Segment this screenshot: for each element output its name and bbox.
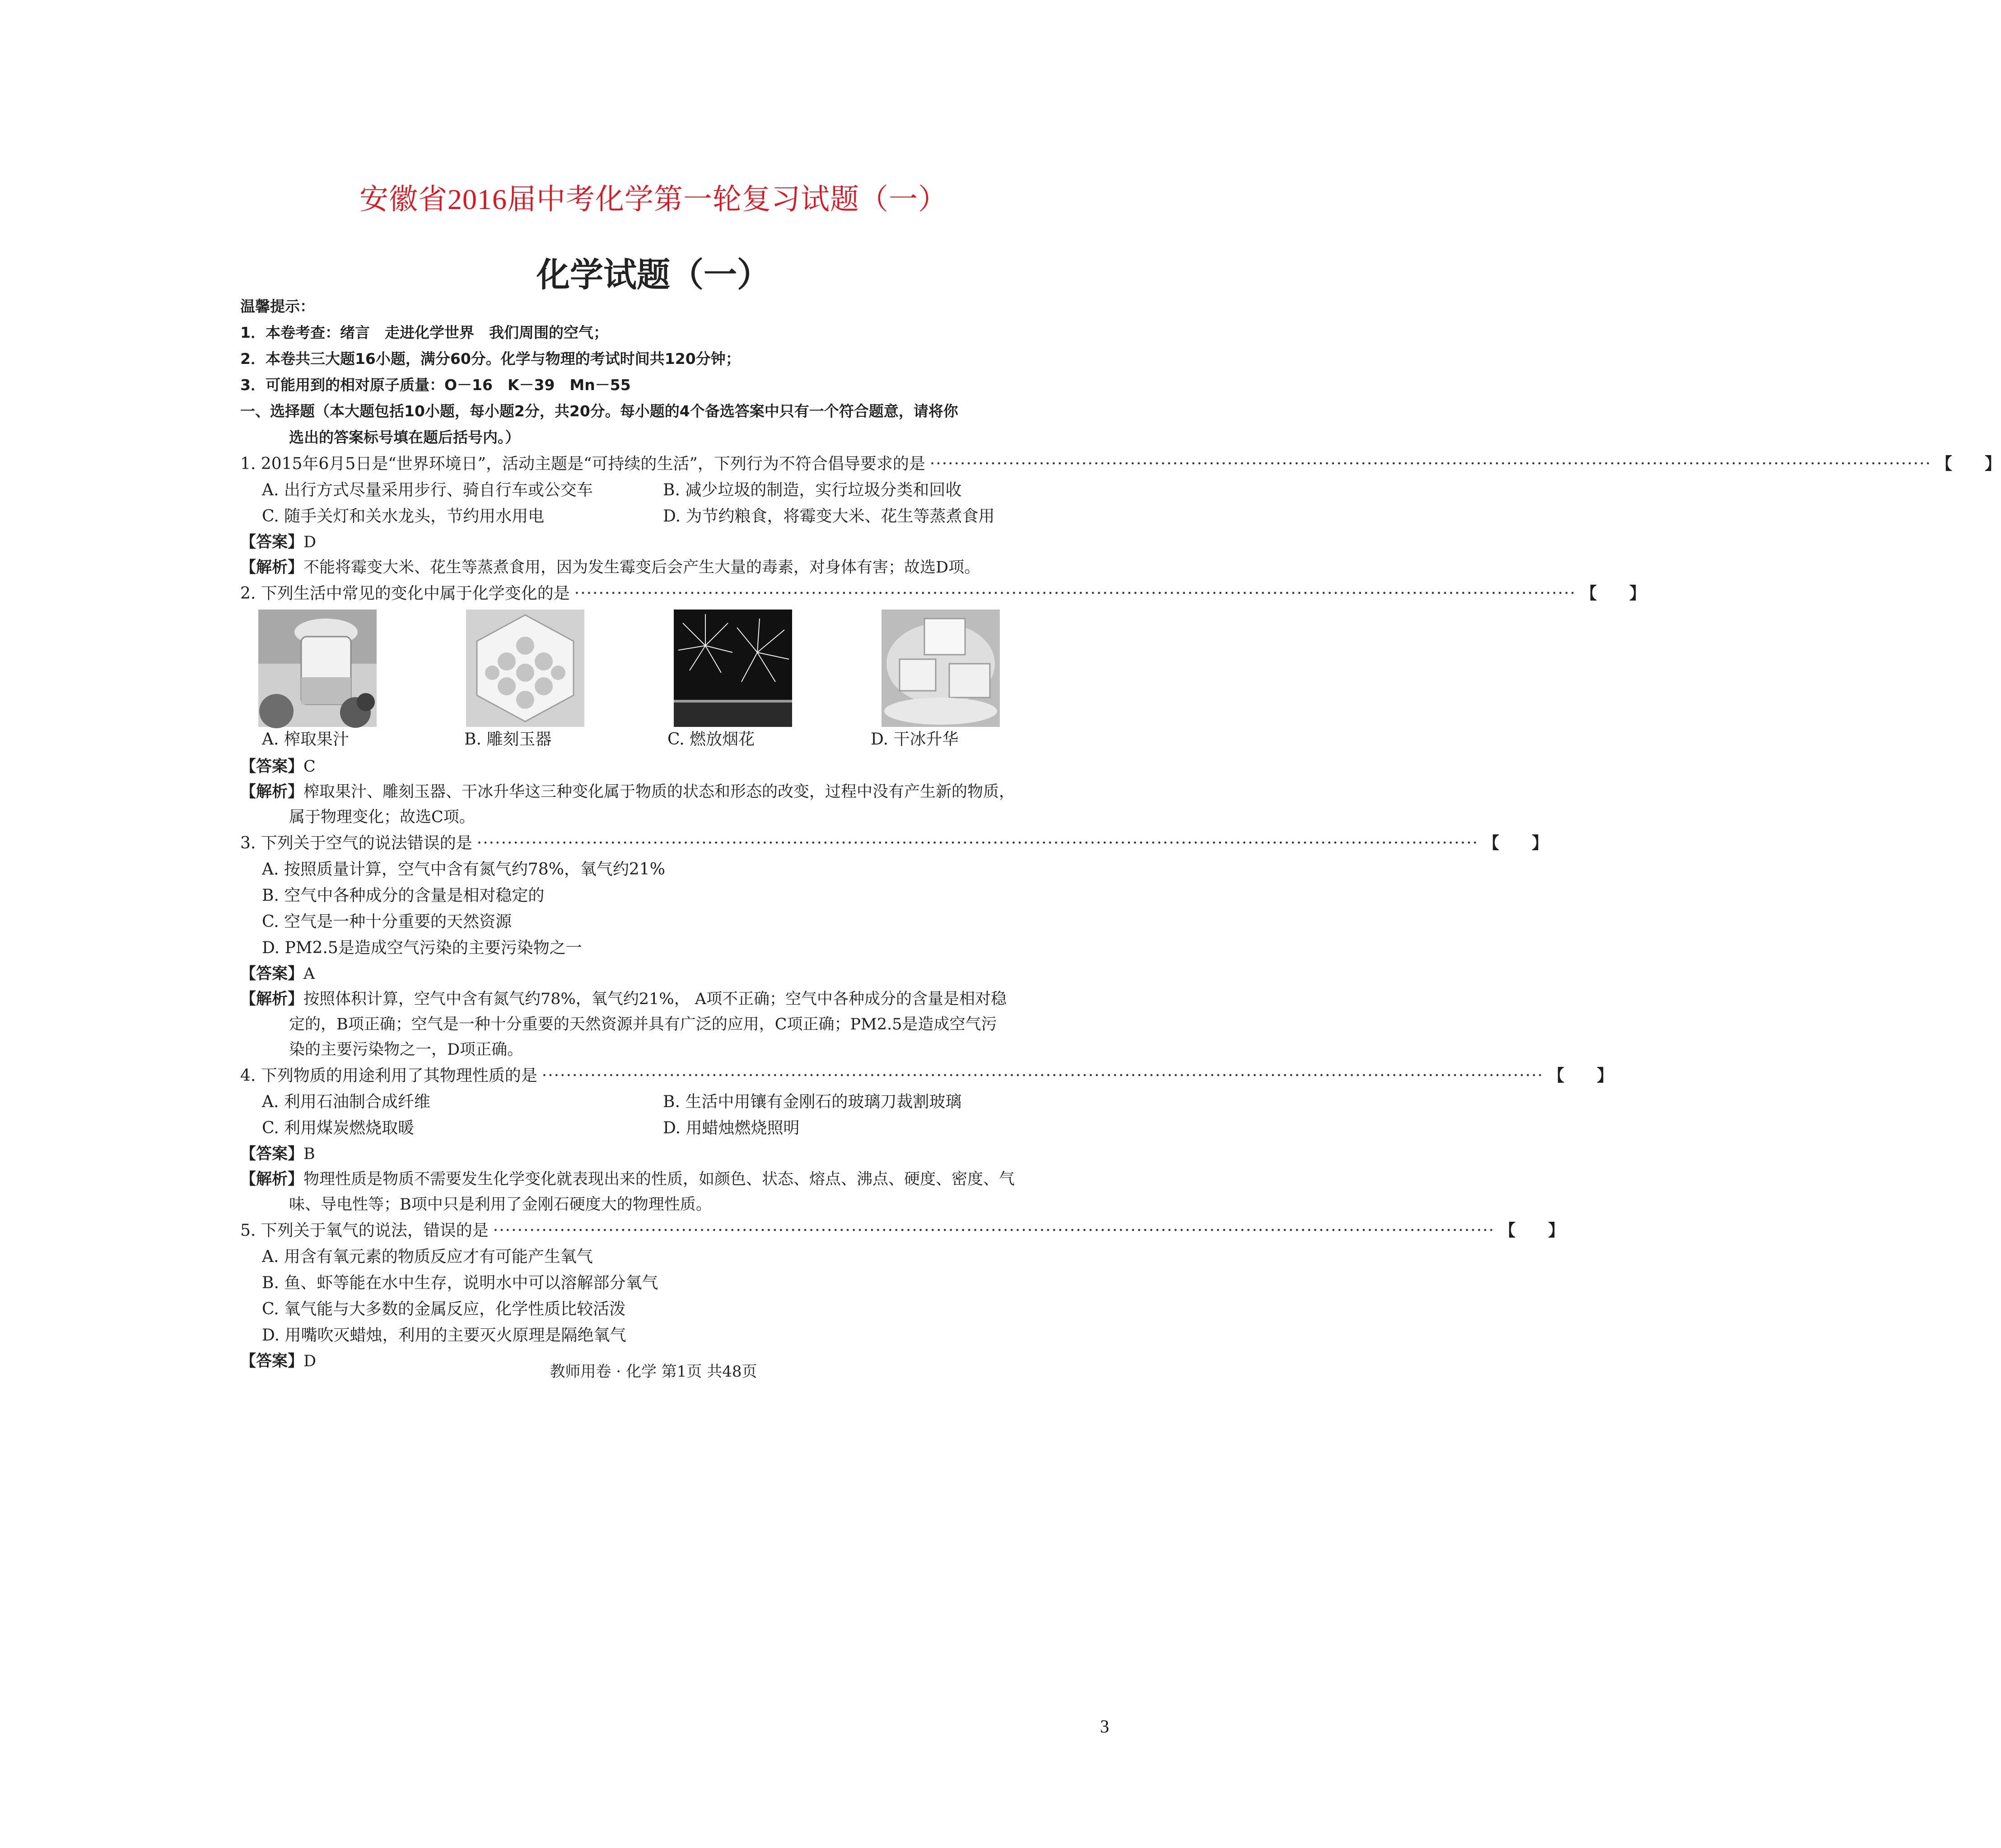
leader-dots: ····································································································································································· [541, 1066, 1544, 1085]
answer-4 [240, 1141, 1076, 1167]
analysis-3 [240, 987, 1076, 1062]
question-3-text: 3. 下列关于空气的说法错误的是 [240, 834, 472, 852]
leader-dots: ····································································································································································· [493, 1221, 1495, 1240]
analysis-text-cont: 染的主要污染物之一，D项正确。 [289, 1041, 523, 1059]
document-header: 安徽省2016届中考化学第一轮复习试题（一） [359, 183, 947, 215]
tip-item-3: 3．可能用到的相对原子质量：O－16 K－39 Mn－55 [240, 376, 631, 394]
analysis-text: 按照体积计算，空气中含有氮气约78%，氧气约21%， A项不正确；空气中各种成分的含量是相对稳 [303, 990, 1007, 1008]
question-2 [240, 580, 1646, 607]
option-c: C. 空气是一种十分重要的天然资源 [262, 912, 512, 931]
question-4-options-row1 [240, 1089, 1076, 1115]
tips-heading: 温馨提示： [240, 298, 315, 315]
option-b: B. 减少垃圾的制造，实行垃圾分类和回收 [663, 481, 962, 499]
option-d: D. 用蜡烛燃烧照明 [663, 1119, 800, 1137]
answer-value: D [303, 1352, 317, 1370]
tip-item-1: 1．本卷考查：绪言 走进化学世界 我们周围的空气； [240, 324, 608, 341]
question-1-text: 1. 2015年6月5日是“世界环境日”，活动主题是“可持续的生活”，下列行为不符合倡导要求的是 [240, 455, 925, 473]
jade-carving-photo [466, 610, 584, 727]
analysis-text-cont: 定的，B项正确；空气是一种十分重要的天然资源并具有广泛的应用，C项正确；PM2.5是造成空气污 [289, 1015, 997, 1033]
tip-item-2: 2．本卷共三大题16小题，满分60分。化学与物理的考试时间共120分钟； [240, 350, 741, 368]
analysis-text-cont: 属于物理变化；故选C项。 [289, 808, 475, 826]
answer-2 [240, 754, 1076, 779]
option-b: B. 空气中各种成分的含量是相对稳定的 [262, 886, 545, 905]
leader-dots: ····································································································································································· [574, 584, 1576, 603]
answer-value: D [303, 533, 317, 551]
option-a: A. 按照质量计算，空气中含有氮气约78%，氧气约21% [262, 860, 665, 879]
question-2-images [240, 610, 1076, 727]
analysis-text-cont: 味、导电性等；B项中只是利用了金刚石硬度大的物理性质。 [289, 1196, 712, 1214]
question-4-options-row2 [240, 1115, 1076, 1141]
question-1-options-row2 [240, 503, 1076, 530]
analysis-label: 【解析】 [240, 782, 304, 801]
analysis-text: 物理性质是物质不需要发生化学变化就表现出来的性质，如颜色、状态、熔点、沸点、硬度、密度、气 [303, 1170, 1015, 1188]
option-b: B. 雕刻玉器 [464, 730, 552, 749]
option-c: C. 氧气能与大多数的金属反应，化学性质比较活泼 [262, 1300, 626, 1318]
question-2-text: 2. 下列生活中常见的变化中属于化学变化的是 [240, 584, 570, 603]
question-1-options-row1 [240, 477, 1076, 503]
analysis-label: 【解析】 [240, 1170, 304, 1188]
section-instructions-cont: 选出的答案标号填在题后括号内。） [289, 428, 520, 446]
analysis-1 [240, 555, 1076, 580]
answer-label: 【答案】 [240, 757, 304, 776]
option-a: A. 出行方式尽量采用步行、骑自行车或公交车 [262, 481, 593, 499]
question-1 [240, 451, 2001, 477]
answer-label: 【答案】 [240, 1145, 304, 1163]
option-a: A. 榨取果汁 [262, 730, 349, 749]
question-4 [240, 1062, 1613, 1089]
answer-label: 【答案】 [240, 1352, 304, 1370]
answer-value: B [303, 1145, 315, 1163]
analysis-text: 不能将霉变大米、花生等蒸煮食用，因为发生霉变后会产生大量的毒素，对身体有害；故选D项。 [303, 559, 980, 577]
answer-label: 【答案】 [240, 533, 304, 551]
analysis-2 [240, 779, 1076, 830]
question-2-options [240, 727, 1076, 754]
leader-dots: ····································································································································································· [476, 834, 1479, 852]
analysis-label: 【解析】 [240, 990, 304, 1008]
analysis-text: 榨取果汁、雕刻玉器、干冰升华这三种变化属于物质的状态和形态的改变，过程中没有产生新的物质， [303, 783, 1015, 801]
dry-ice-photo [882, 610, 1000, 727]
option-b: B. 鱼、虾等能在水中生存，说明水中可以溶解部分氧气 [262, 1274, 658, 1292]
answer-3 [240, 961, 1076, 987]
juicer-photo [258, 610, 377, 727]
leader-dots: ····································································································································································· [929, 455, 1931, 473]
option-a: A. 利用石油制合成纤维 [262, 1093, 430, 1111]
fireworks-photo [674, 610, 792, 727]
option-d: D. PM2.5是造成空气污染的主要污染物之一 [262, 939, 582, 957]
question-3 [240, 830, 1548, 857]
answer-bracket: 【 】 [1548, 1066, 1613, 1085]
option-c: C. 随手关灯和关水龙头，节约用水用电 [262, 507, 545, 526]
answer-value: A [303, 965, 315, 983]
option-d: D. 用嘴吹灭蜡烛，利用的主要灭火原理是隔绝氧气 [262, 1326, 626, 1345]
answer-1 [240, 530, 1076, 555]
option-d: D. 为节约粮食，将霉变大米、花生等蒸煮食用 [663, 507, 995, 526]
answer-bracket: 【 】 [1936, 454, 2001, 473]
option-c: C. 利用煤炭燃烧取暖 [262, 1119, 415, 1137]
question-5 [240, 1217, 1564, 1244]
exam-content [240, 293, 2001, 1374]
answer-bracket: 【 】 [1580, 584, 1646, 603]
analysis-4 [240, 1167, 1076, 1217]
answer-bracket: 【 】 [1483, 833, 1548, 852]
question-4-text: 4. 下列物质的用途利用了其物理性质的是 [240, 1066, 537, 1085]
section-instructions: 一、选择题（本大题包括10小题，每小题2分，共20分。每小题的4个备选答案中只有一个符合题意，请将你 [240, 402, 958, 420]
document-title: 化学试题（一） [536, 256, 770, 294]
analysis-label: 【解析】 [240, 558, 304, 577]
question-5-text: 5. 下列关于氧气的说法，错误的是 [240, 1221, 489, 1240]
answer-bracket: 【 】 [1499, 1221, 1564, 1240]
option-a: A. 用含有氧元素的物质反应才有可能产生氧气 [262, 1248, 593, 1266]
option-d: D. 干冰升华 [871, 730, 959, 749]
page-number: 3 [1100, 1716, 1109, 1736]
option-b: B. 生活中用镶有金刚石的玻璃刀裁割玻璃 [663, 1093, 962, 1111]
page-footer: 教师用卷 · 化学 第1页 共48页 [550, 1363, 757, 1381]
option-c: C. 燃放烟花 [667, 730, 755, 749]
answer-value: C [303, 758, 316, 776]
answer-label: 【答案】 [240, 964, 304, 983]
